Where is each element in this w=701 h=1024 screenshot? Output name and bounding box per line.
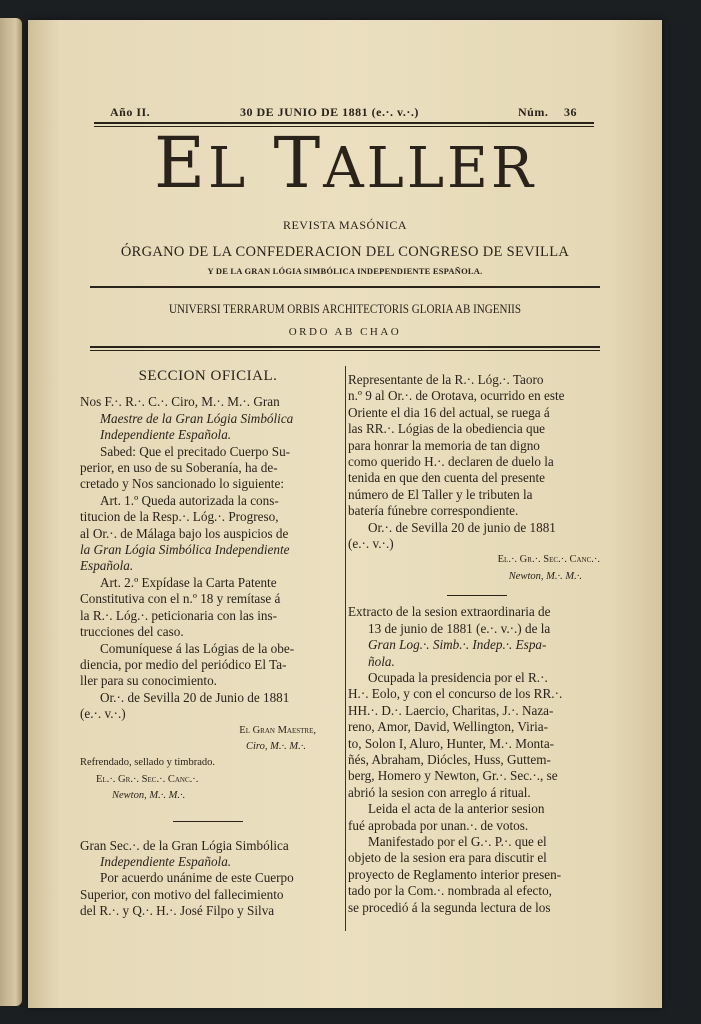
text-line: reno, Amor, David, Wellington, Viria-: [348, 719, 549, 735]
text-line: para honrar la memoria de tan digno: [348, 437, 540, 453]
signature-title: El.·. Gr.·. Sec.·. Canc.·.: [497, 554, 600, 566]
text-line: Española.: [80, 558, 134, 574]
section-heading: SECCION OFICIAL.: [138, 368, 278, 384]
text-line: batería fúnebre correspondiente.: [348, 503, 519, 519]
text-line: Gran Log.·. Simb.·. Indep.·. Espa-: [368, 637, 547, 653]
text-line: Oriente el dia 16 del actual, se ruega á: [348, 404, 550, 420]
title-rest-aller: ALLER: [323, 136, 537, 201]
text-line: Leida el acta de la anterior sesion: [368, 801, 545, 817]
text-line: se procedió á la segunda lectura de los: [348, 899, 551, 915]
text-line: abrió la sesion con arreglo á ritual.: [348, 784, 531, 800]
text-line: Manifestado por el G.·. P.·. que el: [368, 833, 547, 849]
issue-number-label: Núm.: [518, 105, 549, 119]
text-line: las RR.·. Lógias de la obediencia que: [348, 421, 546, 437]
text-line: Comuníquese á las Lógias de la obe-: [100, 640, 295, 656]
signature-name: Newton, M.·. M.·.: [508, 570, 582, 582]
text-line: del R.·. y Q.·. H.·. José Filpo y Silva: [80, 903, 275, 919]
text-line: 13 de junio de 1881 (e.·. v.·.) de la: [368, 620, 551, 636]
signature-name: Ciro, M.·. M.·.: [246, 740, 306, 752]
text-line: Refrendado, sellado y timbrado.: [80, 757, 216, 769]
year-label: Año II.: [110, 105, 151, 119]
organ-line-2: Y DE LA GRAN LÓGIA SIMBÓLICA INDEPENDIENTE ESPAÑOLA.: [207, 266, 483, 276]
text-line: n.º 9 al Or.·. de Orotava, ocurrido en este: [348, 388, 565, 404]
separator: [447, 595, 507, 596]
text-line: Sabed: Que el precitado Cuerpo Su-: [100, 443, 291, 459]
separator: [173, 821, 243, 822]
text-line: Independiente Española.: [100, 853, 232, 869]
text-line: Independiente Española.: [100, 427, 232, 443]
signature-title: El.·. Gr.·. Sec.·. Canc.·.: [96, 773, 199, 785]
title-initial-t: T: [273, 122, 324, 204]
text-line: Nos F.·. R.·. C.·. Ciro, M.·. M.·. Gran: [80, 394, 280, 410]
text-line: Maestre de la Gran Lógia Simbólica: [100, 410, 294, 426]
text-line: al Or.·. de Málaga bajo los auspicios de: [80, 525, 289, 541]
text-line: Art. 1.º Queda autorizada la cons-: [100, 492, 279, 508]
text-line: berg, Homero y Newton, Gr.·. Sec.·., se: [348, 768, 558, 784]
text-line: la Gran Lógia Simbólica Independiente: [80, 542, 290, 558]
section-rule-top: [90, 346, 600, 348]
text-line: número de El Taller y le tributen la: [348, 486, 533, 502]
text-line: HH.·. D.·. Laercio, Charitas, J.·. Naza-: [348, 702, 554, 718]
title-rest-l: L: [208, 136, 249, 201]
right-column: [348, 372, 606, 916]
facing-page-edge: [0, 18, 22, 1006]
text-line: fué aprobada por unan.·. de votos.: [348, 817, 529, 833]
signature-title: El Gran Maestre,: [239, 724, 316, 736]
issue-number: 36: [564, 105, 577, 119]
subtitle: REVISTA MASÓNICA: [282, 218, 408, 232]
text-line: Superior, con motivo del fallecimiento: [80, 886, 284, 902]
text-line: Or.·. de Sevilla 20 de junio de 1881: [368, 519, 556, 535]
text-line: (e.·. v.·.): [348, 536, 394, 552]
text-line: trucciones del caso.: [80, 624, 184, 640]
text-line: Art. 2.º Expídase la Carta Patente: [100, 574, 277, 590]
newspaper-page: [28, 20, 662, 1008]
text-line: Constitutiva con el n.º 18 y remítase á: [80, 591, 281, 607]
text-line: Gran Sec.·. de la Gran Lógia Simbólica: [80, 837, 289, 853]
signature-name: Newton, M.·. M.·.: [112, 790, 186, 802]
column-divider: [345, 366, 346, 931]
masthead-title: [28, 122, 662, 204]
text-line: la R.·. Lóg.·. peticionaria con las ins-: [80, 607, 278, 623]
text-line: diencia, por medio del periódico El Ta-: [80, 656, 287, 672]
text-line: Representante de la R.·. Lóg.·. Taoro: [348, 372, 544, 387]
text-line: tado por la Com.·. nombrada al efecto,: [348, 883, 552, 899]
text-line: Ocupada la presidencia por el R.·.: [368, 669, 548, 685]
text-line: cretado y Nos sancionado lo siguiente:: [80, 476, 284, 492]
text-line: objeto de la sesion era para discutir el: [348, 850, 547, 866]
masthead-rule: [90, 286, 600, 288]
organ-line: ÓRGANO DE LA CONFEDERACION DEL CONGRESO DE SEVILLA: [120, 244, 570, 260]
text-line: H.·. Eolo, y con el concurso de los RR.·.: [348, 686, 563, 702]
motto-2: ORDO AB CHAO: [288, 326, 402, 338]
motto: UNIVERSI TERRARUM ORBIS ARCHITECTORIS GLORIA AB INGENIIS: [168, 301, 521, 316]
title-initial-e: E: [153, 122, 209, 204]
text-line: proyecto de Reglamento interior presen-: [348, 866, 562, 882]
issue-date: 30 DE JUNIO DE 1881 (e.·. v.·.): [240, 105, 419, 119]
text-line: tenida en que den cuenta del presente: [348, 470, 545, 486]
text-line: ñola.: [368, 653, 395, 669]
text-line: titucion de la Resp.·. Lóg.·. Progreso,: [80, 509, 279, 525]
text-line: como querido H.·. declaren de duelo la: [348, 454, 554, 470]
text-line: (e.·. v.·.): [80, 706, 126, 722]
left-column: [80, 368, 336, 920]
text-line: ñés, Abraham, Diócles, Huss, Guttem-: [348, 751, 551, 767]
text-line: Or.·. de Sevilla 20 de Junio de 1881: [100, 689, 290, 705]
text-line: to, Solon I, Aluro, Hunter, M.·. Monta-: [348, 735, 555, 751]
text-line: Extracto de la sesion extraordinaria de: [348, 604, 551, 620]
text-line: ller para su conocimiento.: [80, 673, 217, 689]
section-rule-bottom: [90, 350, 600, 351]
text-line: perior, en uso de su Soberanía, ha de-: [80, 460, 278, 476]
text-line: Por acuerdo unánime de este Cuerpo: [100, 870, 294, 886]
